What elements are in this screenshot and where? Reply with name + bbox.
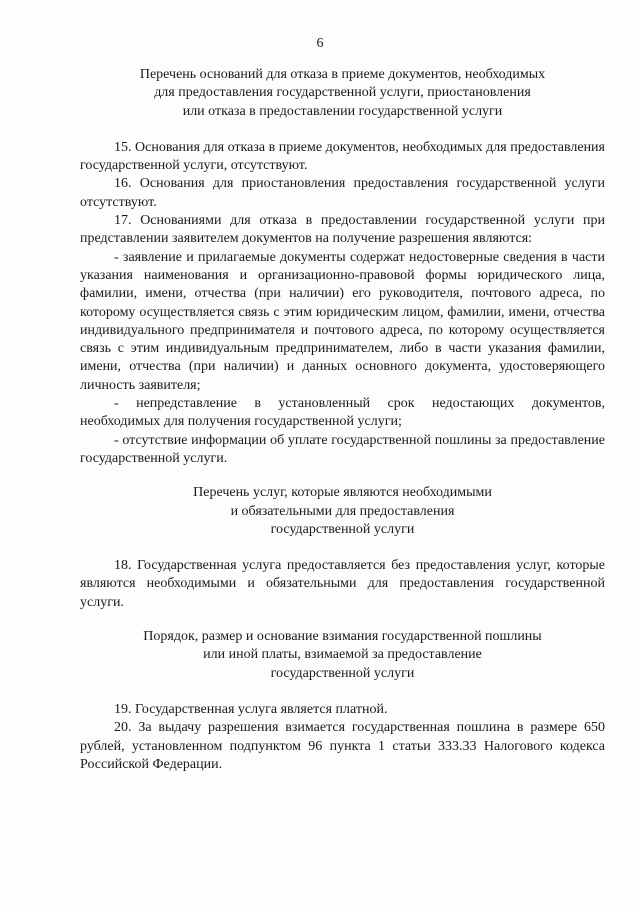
paragraph-15: 15. Основания для отказа в приеме документов, необходимых для предоставления государственной услуги, отсутствуют.	[80, 139, 605, 174]
heading-line: или отказа в предоставлении государственной услуги	[182, 103, 503, 119]
section-heading-mandatory-services	[80, 484, 605, 539]
heading-line: государственной услуги	[270, 665, 415, 681]
page-number: 6	[316, 36, 324, 51]
paragraph-20: 20. За выдачу разрешения взимается государственная пошлина в размере 650 рублей, установленном подпунктом 96 пункта 1 статьи 333.33 Налогового кодекса Российской Федерации.	[80, 720, 605, 772]
heading-line: и обязательными для предоставления	[230, 503, 455, 519]
paragraph-19: 19. Государственная услуга является платной.	[114, 701, 388, 717]
paragraph-17: 17. Основаниями для отказа в предоставлении государственной услуги при представлении заявителем документов на получение разрешения являются:	[80, 213, 605, 247]
list-item: - непредставление в установленный срок недостающих документов, необходимых для получения государственной услуги;	[80, 396, 605, 430]
section-heading-state-fee	[80, 628, 605, 683]
document-body	[80, 66, 605, 774]
heading-line: Перечень услуг, которые являются необходимыми	[193, 485, 492, 501]
list-item: - заявление и прилагаемые документы содержат недостоверные сведения в части указания наименования и организационно-правовой формы юридического лица, фамилии, имени, отчества (при наличии) его руководителя, почтового адреса, по которому осуществляется связь с этим юридическим лицом, фамилии, имени, отчества индивидуального предпринимателя и почтового адреса, по которому осуществляется связь с этим индивидуальным предпринимателем, либо в части указания фамилии, имени, отчества (при наличии) и данных основного документа, удостоверяющего личность заявителя;	[80, 249, 605, 393]
heading-line: государственной услуги	[270, 521, 415, 537]
heading-line: для предоставления государственной услуги, приостановления	[154, 85, 531, 101]
heading-line: Порядок, размер и основание взимания государственной пошлины	[143, 629, 542, 645]
paragraph-16: 16. Основания для приостановления предоставления государственной услуги отсутствуют.	[80, 176, 605, 210]
paragraph-18: 18. Государственная услуга предоставляется без предоставления услуг, которые являются необходимыми и обязательными для предоставления государственной услуги.	[80, 558, 605, 610]
heading-line: Перечень оснований для отказа в приеме документов, необходимых	[139, 67, 546, 82]
section-heading-refusal-grounds	[80, 66, 605, 121]
heading-line: или иной платы, взимаемой за предоставление	[203, 647, 482, 663]
list-item: - отсутствие информации об уплате государственной пошлины за предоставление государственной услуги.	[80, 432, 605, 466]
